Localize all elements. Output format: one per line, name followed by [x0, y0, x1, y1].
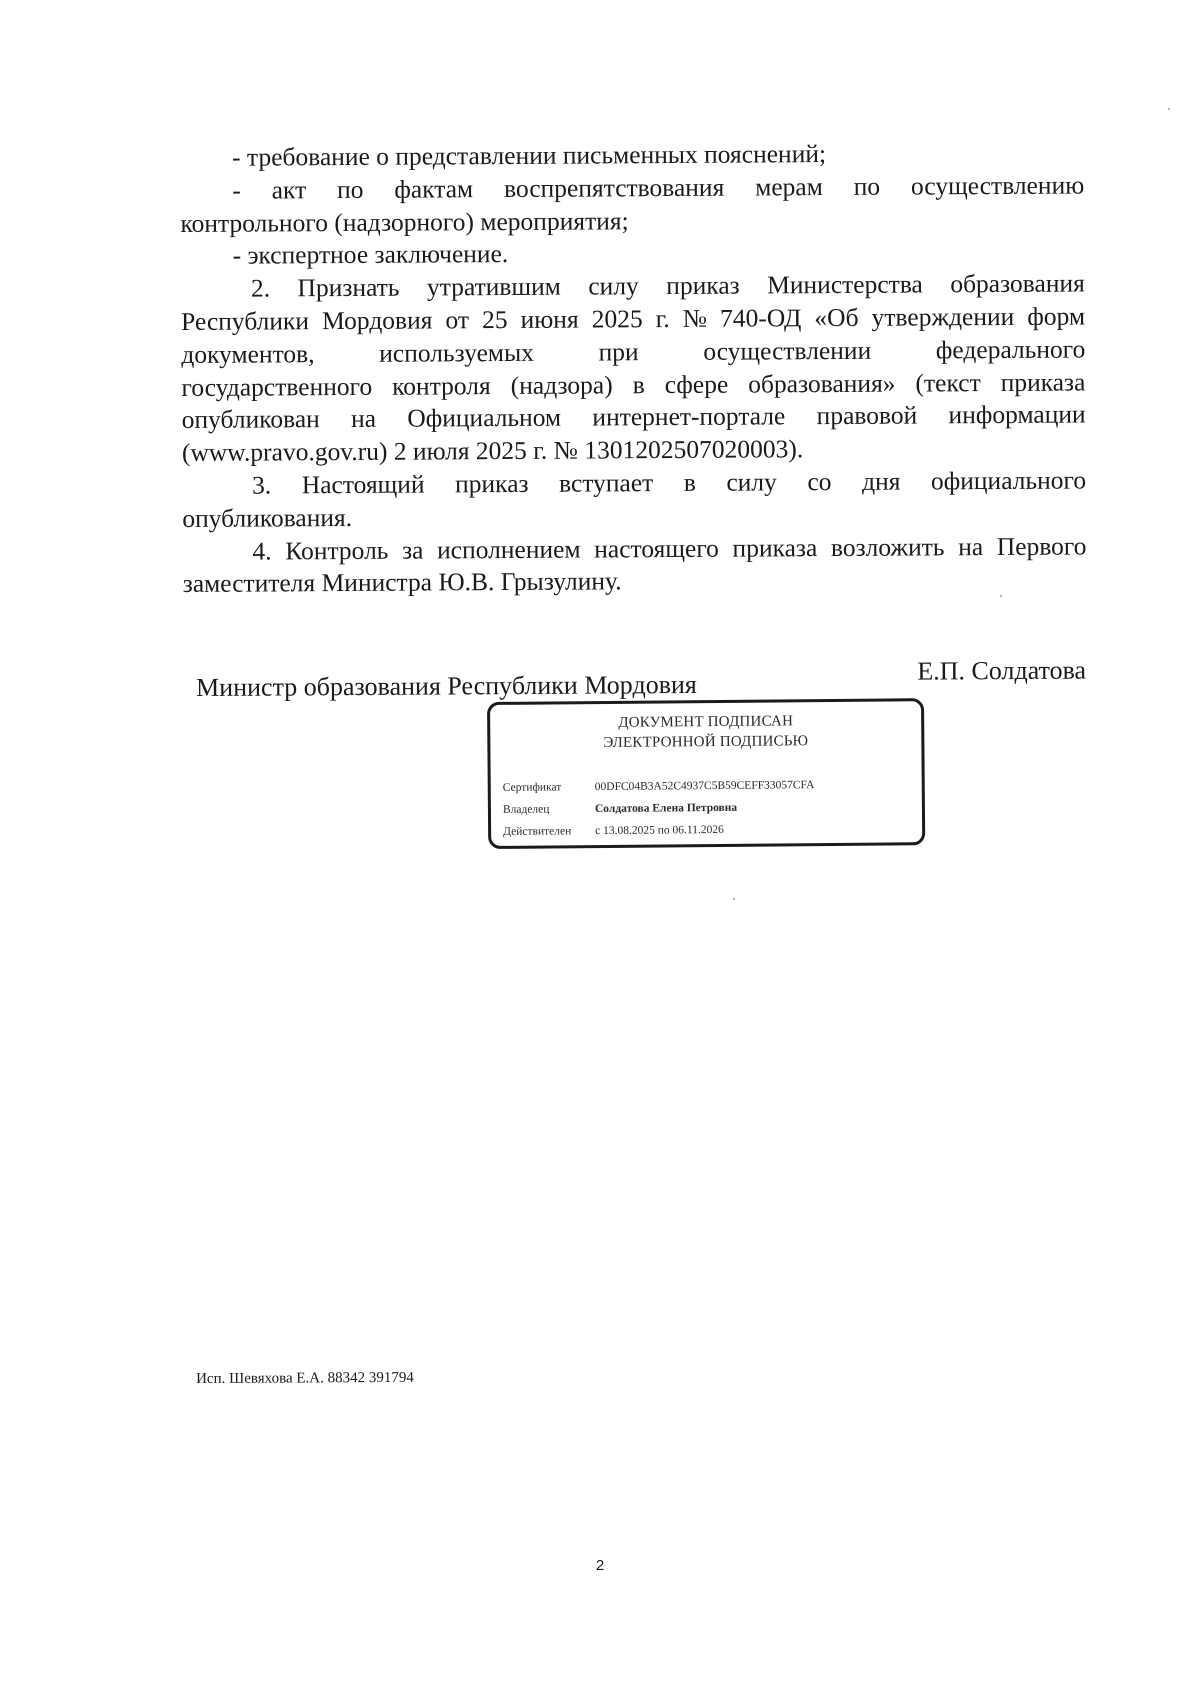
text-word: контрольного (надзорного) мероприятия; — [180, 205, 629, 238]
text-line — [182, 497, 1086, 535]
text-word: по — [853, 171, 881, 201]
text-word: Контроль — [285, 535, 389, 565]
text-word: Республики — [181, 306, 310, 336]
text-word: Первого — [996, 531, 1087, 561]
text-word: при — [598, 336, 639, 367]
stamp-validity-row — [503, 822, 724, 840]
text-word: № — [682, 303, 708, 333]
text-word: фактам — [394, 174, 474, 204]
text-word: приказ — [666, 270, 740, 301]
text-word: настоящего — [594, 533, 719, 564]
scan-speck — [1000, 595, 1002, 597]
text-line — [182, 530, 1086, 568]
text-line — [182, 399, 1086, 437]
electronic-signature-stamp — [487, 698, 925, 849]
text-word: 2025 — [591, 304, 643, 334]
text-line — [183, 563, 1087, 601]
text-word: утратившим — [426, 271, 561, 302]
text-word: вступает — [558, 468, 654, 498]
text-word: силу — [726, 467, 777, 497]
executor-contact: Исп. Шевяхова Е.А. 88342 391794 — [196, 1369, 414, 1387]
text-line — [182, 464, 1086, 502]
text-word: за — [401, 535, 424, 565]
text-word: контроля — [392, 370, 491, 401]
text-word: в — [683, 467, 696, 497]
text-word: 740-ОД — [719, 303, 802, 333]
text-word: Настоящий — [301, 469, 425, 500]
signatory-name: Е.П. Солдатова — [917, 655, 1087, 686]
text-word: приказа — [732, 532, 818, 563]
text-word: приказ — [455, 468, 529, 499]
text-line — [181, 300, 1085, 338]
text-word: на — [958, 531, 984, 561]
text-word: силу — [588, 271, 639, 301]
text-word: федерального — [935, 334, 1086, 365]
text-word: правовой — [816, 400, 918, 431]
text-word: Мордовия — [321, 305, 433, 336]
text-word: опубликован — [181, 404, 320, 435]
text-word: мерам — [755, 171, 823, 202]
text-line — [182, 432, 1086, 470]
scan-speck — [733, 898, 735, 900]
text-word: - требование о представлении письменных пояснений; — [232, 139, 827, 172]
text-word: образования — [950, 268, 1085, 299]
text-word: опубликования. — [182, 502, 353, 533]
text-word: исполнением — [437, 534, 581, 564]
text-word: 3. — [252, 470, 272, 500]
scan-speck — [1168, 108, 1170, 110]
text-word: государственного — [181, 371, 373, 402]
text-word: заместителя Министра Ю.В. Грызулину. — [182, 566, 622, 599]
stamp-owner-row — [503, 800, 737, 818]
text-word: - экспертное заключение. — [232, 239, 509, 271]
text-word: 2. — [250, 273, 271, 303]
text-word: 25 — [481, 304, 508, 335]
text-word: Признать — [297, 272, 400, 303]
stamp-owner-value: Солдатова Елена Петровна — [594, 801, 738, 816]
stamp-validity-label: Действителен — [503, 825, 572, 838]
text-line — [181, 235, 1085, 273]
text-word: воспрепятствования — [503, 172, 725, 203]
text-line — [180, 169, 1084, 207]
stamp-certificate-label: Сертификат — [502, 781, 562, 794]
stamp-certificate-value: 00DFC04B3A52C4937C5B59CEFF33057CFA — [594, 779, 815, 794]
text-word: 4. — [252, 536, 272, 566]
text-word: официального — [930, 465, 1087, 496]
text-word: используемых — [379, 337, 534, 368]
page-number: 2 — [595, 1557, 605, 1574]
stamp-validity-value: с 13.08.2025 по 06.11.2026 — [595, 823, 724, 838]
text-word: информации — [948, 399, 1086, 430]
text-word: осуществлению — [910, 170, 1085, 201]
text-word: утверждении — [871, 301, 1015, 332]
text-word: - — [232, 175, 241, 205]
text-word: на — [350, 404, 377, 434]
text-word: приказа — [1000, 367, 1086, 397]
text-word: (текст — [915, 367, 981, 398]
stamp-owner-label: Владелец — [502, 803, 550, 816]
text-word: акт — [271, 175, 307, 205]
text-line — [181, 366, 1085, 404]
text-word: Официальном — [407, 403, 562, 433]
text-line — [181, 268, 1085, 306]
signature-block — [196, 655, 1087, 702]
text-word: г. — [655, 303, 670, 334]
text-word: возложить — [830, 531, 945, 562]
text-line — [181, 333, 1085, 371]
text-word: Министерства — [767, 269, 923, 300]
text-word: со — [807, 466, 832, 497]
text-word: (надзора) — [510, 369, 613, 400]
text-line — [180, 202, 1084, 240]
text-word: сфере — [664, 369, 729, 399]
stamp-certificate-row — [503, 777, 815, 796]
text-word: июня — [520, 304, 579, 334]
text-word: по — [336, 174, 364, 204]
text-word: (www.pravo.gov.ru) 2 июля 2025 г. № 1301202507020003). — [181, 434, 804, 468]
document-body — [180, 136, 1087, 601]
text-word: в — [632, 369, 645, 399]
text-word: документов, — [181, 338, 315, 369]
text-word: интернет-портале — [592, 401, 786, 432]
text-word: от — [445, 305, 470, 335]
text-word: осуществлении — [703, 335, 872, 366]
stamp-title-line2: ЭЛЕКТРОННОЙ ПОДПИСЬЮ — [603, 733, 809, 751]
text-word: дня — [861, 466, 901, 496]
stamp-title-line1: ДОКУМЕНТ ПОДПИСАН — [618, 713, 794, 731]
text-word: форм — [1027, 301, 1086, 331]
text-word: образования» — [748, 368, 896, 399]
text-word: «Об — [814, 302, 859, 333]
signatory-position: Министр образования Республики Мордовия — [196, 669, 697, 702]
text-line — [180, 136, 1084, 174]
